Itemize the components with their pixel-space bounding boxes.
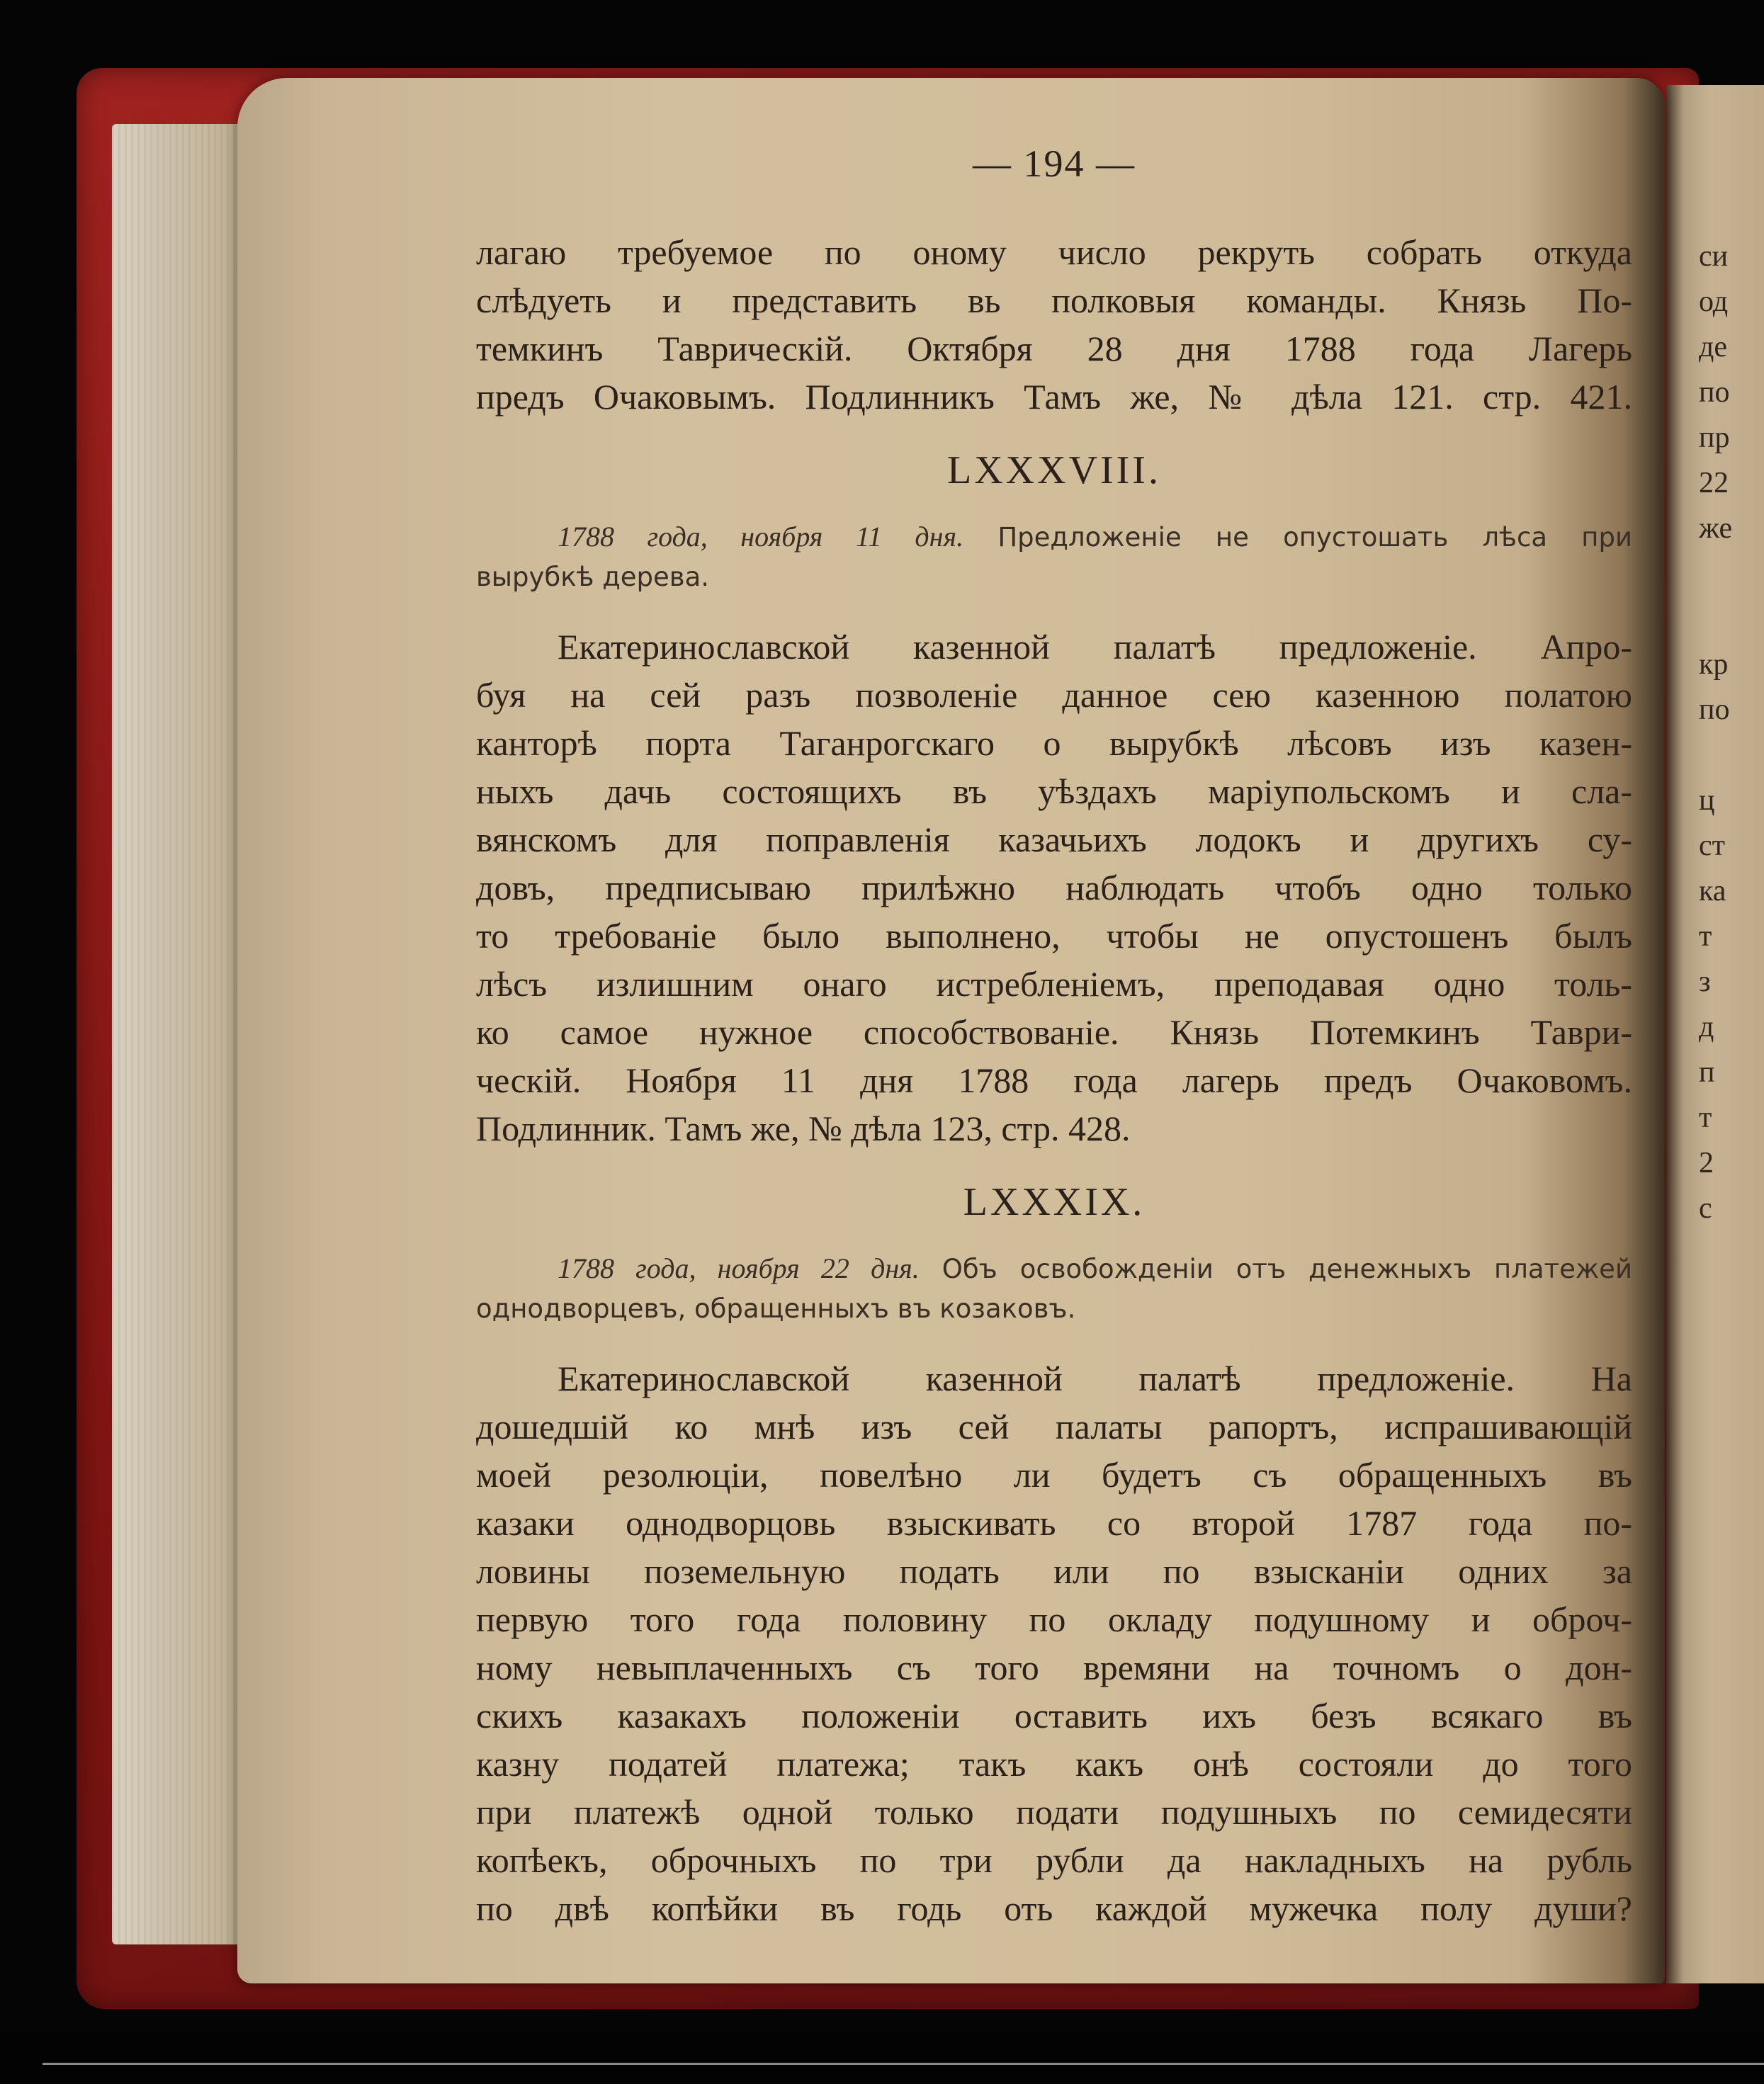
text-line: моей резолюціи, повелѣно ли будетъ съ обращенныхъ въ	[476, 1455, 1632, 1495]
facing-page-fragment: по	[1699, 376, 1730, 409]
facing-page-fragment: по	[1699, 693, 1730, 726]
text-line: ному невыплаченныхъ съ того времяни на точномъ о дон-	[476, 1648, 1632, 1687]
facing-page-fragment: кр	[1699, 648, 1729, 681]
page-text	[476, 142, 1632, 1932]
facing-page-fragment: з	[1699, 965, 1711, 998]
facing-page-fragment: ст	[1699, 829, 1725, 862]
text-line: то требованіе было выполнено, чтобы не опустошенъ былъ	[476, 916, 1632, 956]
facing-page-fragment: си	[1699, 240, 1729, 273]
text-line: слѣдуеть и представить вь полковыя команды. Князь По-	[476, 281, 1632, 320]
text-line: по двѣ копѣйки въ годь оть каждой мужечка полу души?	[476, 1888, 1632, 1928]
facing-page-fragment: д	[1699, 1011, 1714, 1043]
text-line: буя на сей разъ позволеніе данное сею казенною полатою	[476, 675, 1632, 715]
summary-date: 1788 года, ноября 11 дня.	[558, 521, 964, 553]
facing-page-fragment: с	[1699, 1192, 1712, 1225]
text-line: первую того года половину по окладу подушному и оброч-	[476, 1599, 1632, 1639]
facing-page-fragment	[1699, 732, 1732, 778]
scan-divider-line	[43, 2063, 1764, 2065]
section-summary	[476, 517, 1632, 597]
intro-paragraph	[476, 228, 1632, 421]
text-line: скихъ казакахъ положеніи оставить ихъ безъ всякаго въ	[476, 1696, 1632, 1735]
section-heading-lxxxix: LXXXIX.	[963, 1180, 1146, 1224]
text-line: казну податей платежа; такъ какъ онѣ состояли до того	[476, 1744, 1632, 1784]
section-summary	[476, 1249, 1632, 1329]
text-line: довъ, предписываю прилѣжно наблюдать чтобъ одно только	[476, 868, 1632, 907]
summary-date: 1788 года, ноября 22 дня.	[558, 1252, 920, 1284]
facing-page-fragment: 22	[1699, 467, 1729, 499]
facing-page-fragment: же	[1699, 512, 1733, 545]
facing-page-fragment: од	[1699, 285, 1729, 318]
text-line: лѣсъ излишним онаго истребленіемъ, преподавая одно толь-	[476, 964, 1632, 1004]
text-line: темкинъ Таврическій. Октября 28 дня 1788 года Лагерь	[476, 329, 1632, 368]
summary-text: Предложеніе не опустошать лѣса при	[997, 522, 1633, 553]
text-line: казаки однодворцовь взыскивать со второй 1787 года по-	[476, 1503, 1632, 1543]
facing-page-fragments	[1699, 234, 1732, 1231]
facing-page-fragment: де	[1699, 331, 1728, 363]
section-body	[476, 623, 1632, 1153]
page-number: — 194 —	[973, 142, 1136, 185]
text-line: Екатеринославской казенной палатѣ предложеніе. На	[558, 1359, 1632, 1398]
facing-page-fragment: т	[1699, 920, 1712, 953]
text-line: копѣекъ, оброчныхъ по три рубли да накладныхъ на рубль	[476, 1840, 1632, 1880]
summary-text: Объ освобожденіи отъ денежныхъ платежей	[942, 1254, 1632, 1284]
text-line: вянскомъ для поправленія казачьихъ лодокъ и другихъ су-	[476, 820, 1632, 859]
text-line: Екатеринославской казенной палатѣ предложеніе. Апро-	[558, 627, 1632, 667]
section-body	[476, 1354, 1632, 1932]
text-line: предъ Очаковымъ. Подлинникъ Тамъ же, № дѣла 121. стр. 421.	[476, 377, 1632, 417]
facing-page-fragment	[1699, 551, 1732, 596]
text-line: при платежѣ одной только подати подушныхъ по семидесяти	[476, 1792, 1632, 1832]
section-heading-lxxxviii: LXXXVIII.	[947, 448, 1161, 492]
summary-text: однодворцевъ, обращенныхъ въ козаковъ.	[476, 1293, 1076, 1324]
facing-page-fragment: пр	[1699, 421, 1730, 454]
text-line: лагаю требуемое по оному число рекруть собрать откуда	[476, 232, 1632, 272]
text-line: дошедшій ко мнѣ изъ сей палаты рапортъ, испрашивающій	[476, 1407, 1632, 1446]
text-line: ныхъ дачь состоящихъ въ уѣздахъ маріупольскомъ и сла-	[476, 771, 1632, 811]
facing-page-fragment: т	[1699, 1102, 1712, 1134]
summary-text: вырубкѣ дерева.	[476, 562, 710, 592]
facing-page-fragment: ка	[1699, 875, 1726, 907]
text-line: Подлинник. Тамъ же, № дѣла 123, стр. 428.	[476, 1109, 1131, 1148]
text-line: ко самое нужное способствованіе. Князь Потемкинъ Таври-	[476, 1012, 1632, 1052]
facing-page-fragment: 2	[1699, 1147, 1714, 1179]
text-line: ловины поземельную подать или по взысканіи одних за	[476, 1551, 1632, 1591]
facing-page-fragment	[1699, 596, 1732, 642]
text-line: ческій. Ноября 11 дня 1788 года лагерь предъ Очаковомъ.	[476, 1060, 1632, 1100]
facing-page-fragment: п	[1699, 1056, 1715, 1089]
facing-page-fragment: ц	[1699, 784, 1715, 817]
scan-bottom-margin	[0, 2032, 1764, 2084]
text-line: канторѣ порта Таганрогскаго о вырубкѣ лѣсовъ изъ казен-	[476, 723, 1632, 763]
